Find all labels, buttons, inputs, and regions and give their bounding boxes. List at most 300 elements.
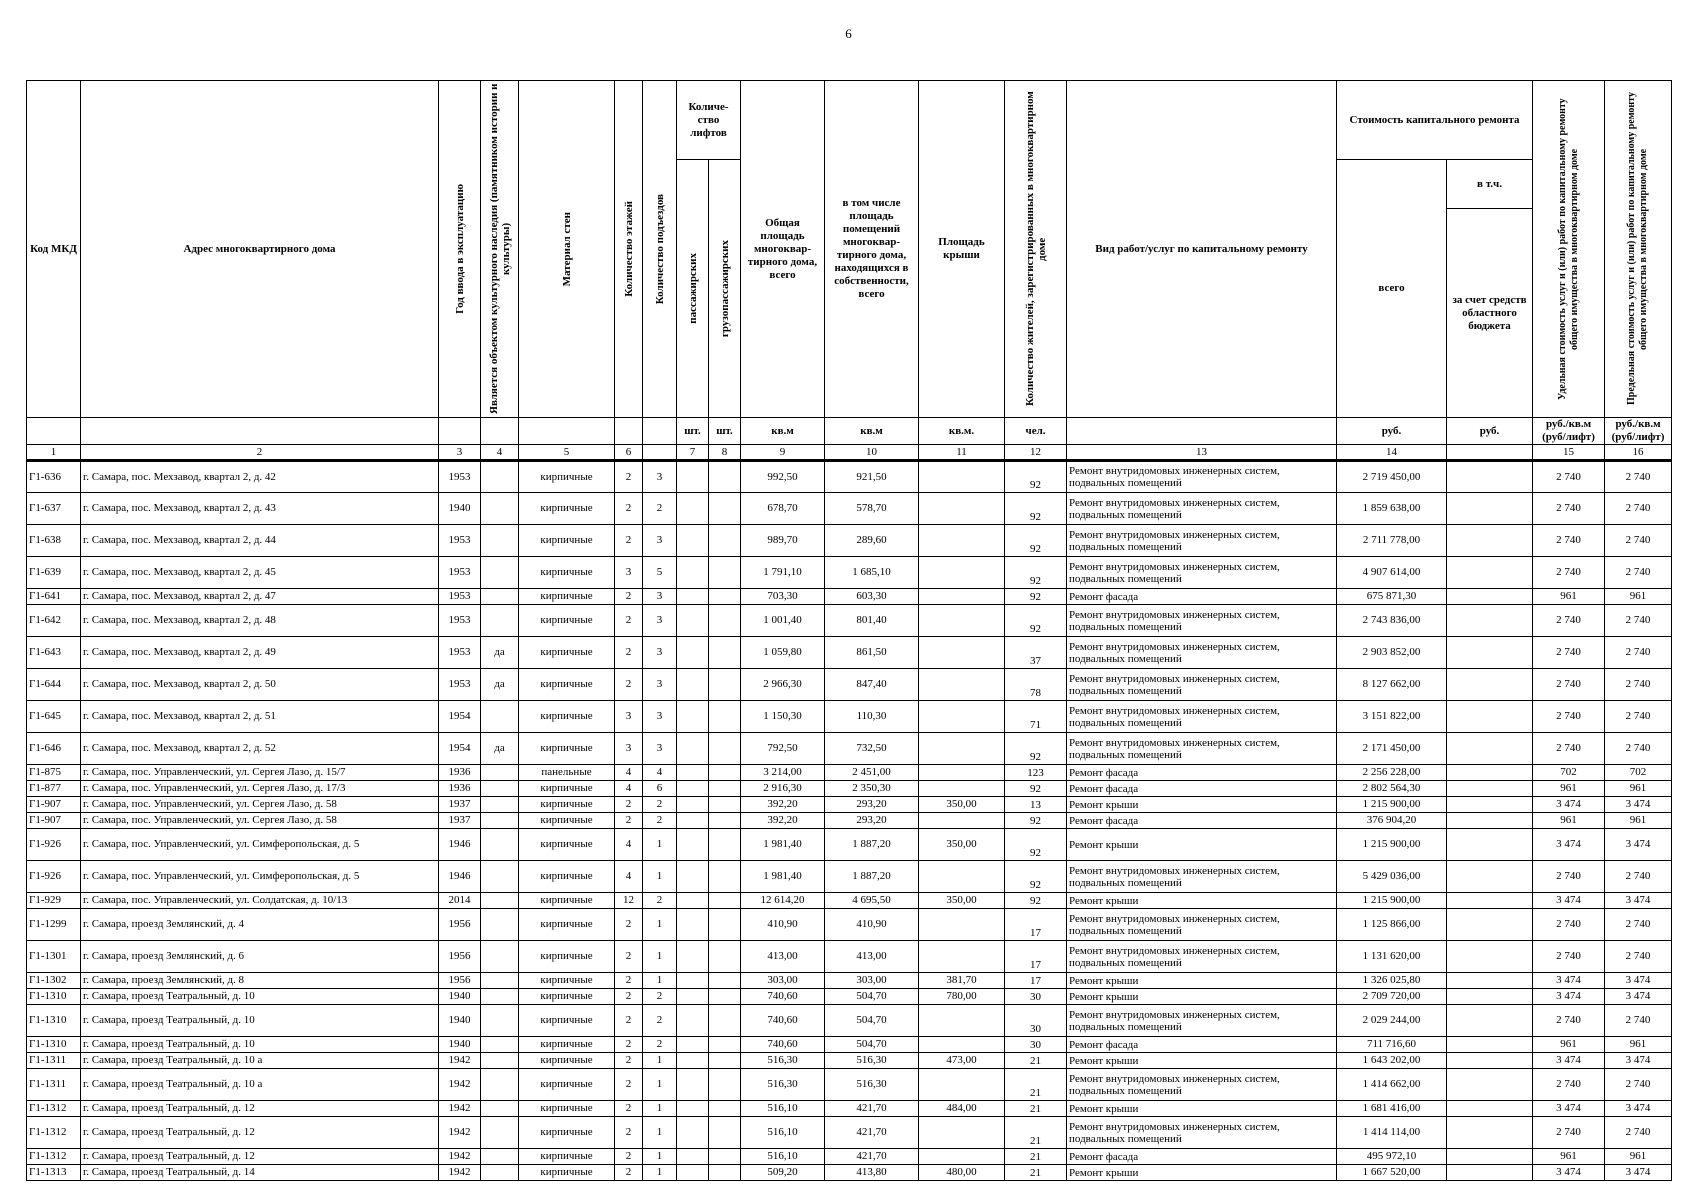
cell-cost-total: 1 667 520,00 [1337,1165,1447,1181]
cell-residents: 21 [1005,1149,1067,1165]
cell-address: г. Самара, пос. Мехзавод, квартал 2, д. 42 [81,461,439,493]
cell-cost-regional [1447,1037,1533,1053]
cell-area-owned: 921,50 [825,461,919,493]
cell-area-owned: 421,70 [825,1101,919,1117]
cell-roof-area: 350,00 [919,797,1005,813]
cell-cost-total: 1 859 638,00 [1337,493,1447,525]
cell-year: 1956 [439,909,481,941]
table-row [27,605,1672,637]
table-row [27,493,1672,525]
cell-area-total: 740,60 [741,989,825,1005]
cell-residents: 92 [1005,813,1067,829]
cell-area-owned: 110,30 [825,701,919,733]
unit-roof-area: кв.м. [919,418,1005,445]
cell-year: 1953 [439,557,481,589]
cell-code: Г1-636 [27,461,81,493]
cell-cost-total: 2 711 778,00 [1337,525,1447,557]
cell-limit-cost: 702 [1605,765,1672,781]
cell-limit-cost: 961 [1605,1149,1672,1165]
cell-lifts-pass [677,589,709,605]
cell-area-owned: 2 451,00 [825,765,919,781]
unit-cost-regional: руб. [1447,418,1533,445]
cell-lifts-pass [677,909,709,941]
cell-cost-total: 1 643 202,00 [1337,1053,1447,1069]
cell-area-owned: 861,50 [825,637,919,669]
cell-work-type: Ремонт крыши [1067,989,1337,1005]
cell-entrances: 1 [643,861,677,893]
cell-lifts-cargo [709,989,741,1005]
cell-heritage [481,605,519,637]
cell-entrances: 3 [643,701,677,733]
cell-cost-total: 4 907 614,00 [1337,557,1447,589]
cell-address: г. Самара, пос. Управленческий, ул. Сергея Лазо, д. 15/7 [81,765,439,781]
cell-roof-area [919,1037,1005,1053]
cell-residents: 17 [1005,973,1067,989]
cell-roof-area: 780,00 [919,989,1005,1005]
cell-work-type: Ремонт внутридомовых инженерных систем, подвальных помещений [1067,461,1337,493]
cell-heritage [481,797,519,813]
cell-material: кирпичные [519,1149,615,1165]
cell-cost-regional [1447,893,1533,909]
cell-area-owned: 504,70 [825,1037,919,1053]
cell-code: Г1-1312 [27,1149,81,1165]
cell-material: кирпичные [519,893,615,909]
cell-material: кирпичные [519,989,615,1005]
header-material: Материал стен [519,81,615,418]
cell-lifts-pass [677,765,709,781]
cell-code: Г1-907 [27,797,81,813]
header-cost-incl: в т.ч. [1447,160,1533,209]
cell-floors: 2 [615,1053,643,1069]
cell-floors: 2 [615,813,643,829]
cell-residents: 71 [1005,701,1067,733]
cell-material: кирпичные [519,589,615,605]
cell-code: Г1-637 [27,493,81,525]
cell-limit-cost: 961 [1605,1037,1672,1053]
cell-floors: 2 [615,1069,643,1101]
column-number: 13 [1067,445,1337,461]
table-row [27,1005,1672,1037]
cell-lifts-cargo [709,973,741,989]
cell-work-type: Ремонт внутридомовых инженерных систем, подвальных помещений [1067,493,1337,525]
cell-entrances: 1 [643,1149,677,1165]
cell-year: 1953 [439,525,481,557]
cell-material: кирпичные [519,557,615,589]
cell-material: кирпичные [519,1037,615,1053]
cell-address: г. Самара, проезд Театральный, д. 10 [81,1005,439,1037]
cell-cost-total: 2 171 450,00 [1337,733,1447,765]
cell-lifts-cargo [709,733,741,765]
cell-roof-area [919,461,1005,493]
cell-area-total: 2 966,30 [741,669,825,701]
cell-heritage [481,1069,519,1101]
cell-floors: 2 [615,973,643,989]
cell-limit-cost: 3 474 [1605,797,1672,813]
cell-roof-area [919,1005,1005,1037]
cell-code: Г1-644 [27,669,81,701]
cell-unit-cost: 2 740 [1533,701,1605,733]
page-number: 6 [845,26,852,41]
column-number [643,445,677,461]
cell-address: г. Самара, пос. Мехзавод, квартал 2, д. 45 [81,557,439,589]
cell-area-owned: 421,70 [825,1149,919,1165]
table-row [27,1165,1672,1181]
cell-area-total: 989,70 [741,525,825,557]
cell-material: кирпичные [519,829,615,861]
cell-limit-cost: 2 740 [1605,701,1672,733]
cell-code: Г1-645 [27,701,81,733]
cell-floors: 2 [615,941,643,973]
cell-work-type: Ремонт внутридомовых инженерных систем, подвальных помещений [1067,909,1337,941]
cell-lifts-cargo [709,1005,741,1037]
cell-material: кирпичные [519,1165,615,1181]
cell-entrances: 1 [643,829,677,861]
column-number: 7 [677,445,709,461]
column-number: 6 [615,445,643,461]
column-number: 2 [81,445,439,461]
header-work-type: Вид работ/услуг по капитальному ремонту [1067,81,1337,418]
cell-lifts-pass [677,493,709,525]
cell-area-total: 516,30 [741,1069,825,1101]
cell-code: Г1-1310 [27,1037,81,1053]
cell-area-total: 516,30 [741,1053,825,1069]
cell-material: кирпичные [519,1005,615,1037]
cell-lifts-pass [677,1005,709,1037]
cell-limit-cost: 3 474 [1605,973,1672,989]
column-number: 4 [481,445,519,461]
unit-lifts-cargo: шт. [709,418,741,445]
cell-floors: 2 [615,637,643,669]
cell-cost-regional [1447,989,1533,1005]
cell-cost-total: 2 719 450,00 [1337,461,1447,493]
cell-unit-cost: 2 740 [1533,669,1605,701]
cell-year: 1937 [439,813,481,829]
cell-cost-total: 1 125 866,00 [1337,909,1447,941]
table-row [27,589,1672,605]
cell-cost-regional [1447,1165,1533,1181]
header-unit-cost: Удельная стоимость услуг и (или) работ по капитальному ремонту общего имущества в многоквартирном доме [1533,81,1605,418]
unit-area-total: кв.м [741,418,825,445]
cell-code: Г1-1311 [27,1053,81,1069]
cell-unit-cost: 3 474 [1533,1165,1605,1181]
cell-lifts-pass [677,1149,709,1165]
cell-work-type: Ремонт внутридомовых инженерных систем, подвальных помещений [1067,605,1337,637]
cell-cost-regional [1447,669,1533,701]
cell-cost-total: 1 215 900,00 [1337,797,1447,813]
table-row [27,781,1672,797]
cell-cost-total: 2 743 836,00 [1337,605,1447,637]
cell-unit-cost: 2 740 [1533,1069,1605,1101]
cell-heritage [481,493,519,525]
cell-heritage [481,765,519,781]
cell-cost-regional [1447,861,1533,893]
cell-cost-total: 495 972,10 [1337,1149,1447,1165]
cell-residents: 21 [1005,1069,1067,1101]
header-lifts-passenger: пассажирских [677,160,709,418]
cell-residents: 92 [1005,605,1067,637]
cell-area-owned: 516,30 [825,1053,919,1069]
cell-cost-total: 1 414 662,00 [1337,1069,1447,1101]
cell-entrances: 2 [643,893,677,909]
cell-area-total: 1 059,80 [741,637,825,669]
cell-lifts-cargo [709,557,741,589]
cell-code: Г1-1299 [27,909,81,941]
column-number: 16 [1605,445,1672,461]
cell-roof-area [919,1117,1005,1149]
table-row [27,909,1672,941]
cell-lifts-pass [677,637,709,669]
cell-year: 1954 [439,701,481,733]
cell-area-total: 516,10 [741,1117,825,1149]
cell-area-owned: 847,40 [825,669,919,701]
cell-roof-area [919,605,1005,637]
cell-work-type: Ремонт крыши [1067,829,1337,861]
cell-unit-cost: 2 740 [1533,861,1605,893]
cell-work-type: Ремонт крыши [1067,797,1337,813]
cell-roof-area: 473,00 [919,1053,1005,1069]
cell-roof-area [919,701,1005,733]
cell-cost-regional [1447,829,1533,861]
cell-roof-area: 381,70 [919,973,1005,989]
cell-area-owned: 801,40 [825,605,919,637]
cell-work-type: Ремонт внутридомовых инженерных систем, подвальных помещений [1067,557,1337,589]
cell-work-type: Ремонт фасада [1067,765,1337,781]
cell-area-total: 678,70 [741,493,825,525]
cell-area-owned: 421,70 [825,1117,919,1149]
cell-lifts-cargo [709,493,741,525]
cell-heritage [481,813,519,829]
cell-code: Г1-1312 [27,1101,81,1117]
cell-heritage: да [481,637,519,669]
table-row [27,973,1672,989]
header-entrances: Количество подъездов [643,81,677,418]
cell-work-type: Ремонт фасада [1067,1037,1337,1053]
cell-floors: 2 [615,797,643,813]
cell-unit-cost: 2 740 [1533,909,1605,941]
cell-entrances: 5 [643,557,677,589]
cell-material: кирпичные [519,1069,615,1101]
cell-work-type: Ремонт крыши [1067,1165,1337,1181]
header-cost-total: всего [1337,160,1447,418]
cell-floors: 2 [615,669,643,701]
cell-code: Г1-907 [27,813,81,829]
cell-year: 1953 [439,605,481,637]
cell-heritage [481,781,519,797]
cell-limit-cost: 2 740 [1605,861,1672,893]
cell-roof-area [919,781,1005,797]
cell-floors: 2 [615,493,643,525]
cell-roof-area [919,941,1005,973]
cell-entrances: 6 [643,781,677,797]
cell-cost-regional [1447,461,1533,493]
cell-address: г. Самара, пос. Мехзавод, квартал 2, д. 51 [81,701,439,733]
cell-roof-area [919,525,1005,557]
cell-area-owned: 289,60 [825,525,919,557]
table-row [27,1053,1672,1069]
cell-address: г. Самара, пос. Управленческий, ул. Симферопольская, д. 5 [81,861,439,893]
cell-work-type: Ремонт внутридомовых инженерных систем, подвальных помещений [1067,1005,1337,1037]
column-number: 3 [439,445,481,461]
cell-roof-area [919,733,1005,765]
column-number: 15 [1533,445,1605,461]
cell-residents: 21 [1005,1117,1067,1149]
cell-year: 1942 [439,1053,481,1069]
table-row [27,813,1672,829]
cell-entrances: 2 [643,797,677,813]
cell-area-total: 12 614,20 [741,893,825,909]
cell-entrances: 1 [643,1053,677,1069]
table-row [27,861,1672,893]
cell-heritage [481,589,519,605]
cell-lifts-pass [677,893,709,909]
cell-limit-cost: 2 740 [1605,1005,1672,1037]
repair-table [26,80,1672,1181]
cell-area-owned: 578,70 [825,493,919,525]
cell-cost-regional [1447,1053,1533,1069]
cell-year: 1936 [439,781,481,797]
cell-work-type: Ремонт крыши [1067,893,1337,909]
column-number [1447,445,1533,461]
cell-cost-total: 2 256 228,00 [1337,765,1447,781]
cell-residents: 17 [1005,941,1067,973]
cell-area-total: 740,60 [741,1037,825,1053]
cell-heritage [481,1117,519,1149]
cell-lifts-pass [677,829,709,861]
cell-lifts-cargo [709,1149,741,1165]
cell-residents: 92 [1005,589,1067,605]
cell-material: кирпичные [519,637,615,669]
table-row [27,941,1672,973]
cell-area-total: 413,00 [741,941,825,973]
cell-area-total: 1 150,30 [741,701,825,733]
cell-material: кирпичные [519,973,615,989]
cell-address: г. Самара, пос. Мехзавод, квартал 2, д. 50 [81,669,439,701]
cell-address: г. Самара, проезд Театральный, д. 10 а [81,1069,439,1101]
cell-work-type: Ремонт фасада [1067,1149,1337,1165]
table-row [27,1037,1672,1053]
cell-floors: 2 [615,1149,643,1165]
cell-year: 1942 [439,1069,481,1101]
table-row [27,461,1672,493]
cell-roof-area [919,669,1005,701]
cell-roof-area [919,589,1005,605]
cell-area-total: 792,50 [741,733,825,765]
cell-address: г. Самара, пос. Управленческий, ул. Симферопольская, д. 5 [81,829,439,861]
cell-limit-cost: 3 474 [1605,1053,1672,1069]
cell-lifts-cargo [709,1117,741,1149]
cell-year: 2014 [439,893,481,909]
cell-heritage [481,941,519,973]
cell-limit-cost: 2 740 [1605,733,1672,765]
cell-code: Г1-642 [27,605,81,637]
cell-limit-cost: 3 474 [1605,829,1672,861]
cell-area-total: 1 981,40 [741,829,825,861]
cell-material: кирпичные [519,605,615,637]
cell-work-type: Ремонт внутридомовых инженерных систем, подвальных помещений [1067,525,1337,557]
cell-address: г. Самара, пос. Управленческий, ул. Сергея Лазо, д. 58 [81,797,439,813]
column-number: 12 [1005,445,1067,461]
cell-lifts-cargo [709,765,741,781]
cell-cost-total: 1 326 025,80 [1337,973,1447,989]
header-cost: Стоимость капитального ремонта [1337,81,1533,160]
cell-floors: 2 [615,909,643,941]
cell-entrances: 2 [643,813,677,829]
cell-floors: 2 [615,1165,643,1181]
cell-residents: 123 [1005,765,1067,781]
cell-roof-area [919,1149,1005,1165]
cell-unit-cost: 3 474 [1533,973,1605,989]
cell-unit-cost: 2 740 [1533,1117,1605,1149]
cell-work-type: Ремонт внутридомовых инженерных систем, подвальных помещений [1067,637,1337,669]
cell-lifts-cargo [709,797,741,813]
cell-lifts-cargo [709,1037,741,1053]
cell-limit-cost: 2 740 [1605,1069,1672,1101]
table-row [27,765,1672,781]
cell-address: г. Самара, проезд Театральный, д. 12 [81,1101,439,1117]
cell-limit-cost: 2 740 [1605,605,1672,637]
cell-code: Г1-639 [27,557,81,589]
cell-residents: 92 [1005,829,1067,861]
cell-unit-cost: 2 740 [1533,493,1605,525]
cell-lifts-pass [677,781,709,797]
cell-material: кирпичные [519,669,615,701]
cell-entrances: 1 [643,1117,677,1149]
cell-year: 1937 [439,797,481,813]
cell-lifts-cargo [709,589,741,605]
cell-unit-cost: 3 474 [1533,893,1605,909]
cell-unit-cost: 2 740 [1533,733,1605,765]
cell-residents: 92 [1005,557,1067,589]
cell-floors: 3 [615,701,643,733]
cell-cost-total: 1 215 900,00 [1337,893,1447,909]
cell-area-total: 509,20 [741,1165,825,1181]
cell-cost-regional [1447,813,1533,829]
cell-area-owned: 1 887,20 [825,861,919,893]
cell-residents: 21 [1005,1101,1067,1117]
cell-heritage [481,893,519,909]
cell-work-type: Ремонт внутридомовых инженерных систем, подвальных помещений [1067,701,1337,733]
cell-address: г. Самара, пос. Мехзавод, квартал 2, д. 47 [81,589,439,605]
cell-entrances: 3 [643,733,677,765]
cell-area-owned: 504,70 [825,1005,919,1037]
cell-entrances: 1 [643,1101,677,1117]
cell-entrances: 2 [643,989,677,1005]
cell-area-owned: 516,30 [825,1069,919,1101]
cell-lifts-cargo [709,861,741,893]
cell-floors: 2 [615,589,643,605]
column-number: 8 [709,445,741,461]
cell-lifts-cargo [709,909,741,941]
cell-unit-cost: 961 [1533,781,1605,797]
cell-cost-regional [1447,1117,1533,1149]
cell-year: 1946 [439,829,481,861]
cell-entrances: 3 [643,461,677,493]
cell-unit-cost: 961 [1533,1037,1605,1053]
cell-code: Г1-875 [27,765,81,781]
cell-residents: 30 [1005,989,1067,1005]
cell-residents: 92 [1005,525,1067,557]
cell-year: 1956 [439,941,481,973]
cell-entrances: 3 [643,525,677,557]
cell-limit-cost: 961 [1605,589,1672,605]
cell-material: панельные [519,765,615,781]
cell-roof-area [919,861,1005,893]
cell-area-owned: 413,00 [825,941,919,973]
cell-lifts-pass [677,813,709,829]
cell-lifts-pass [677,861,709,893]
cell-address: г. Самара, пос. Управленческий, ул. Сергея Лазо, д. 17/3 [81,781,439,797]
cell-address: г. Самара, пос. Мехзавод, квартал 2, д. 44 [81,525,439,557]
